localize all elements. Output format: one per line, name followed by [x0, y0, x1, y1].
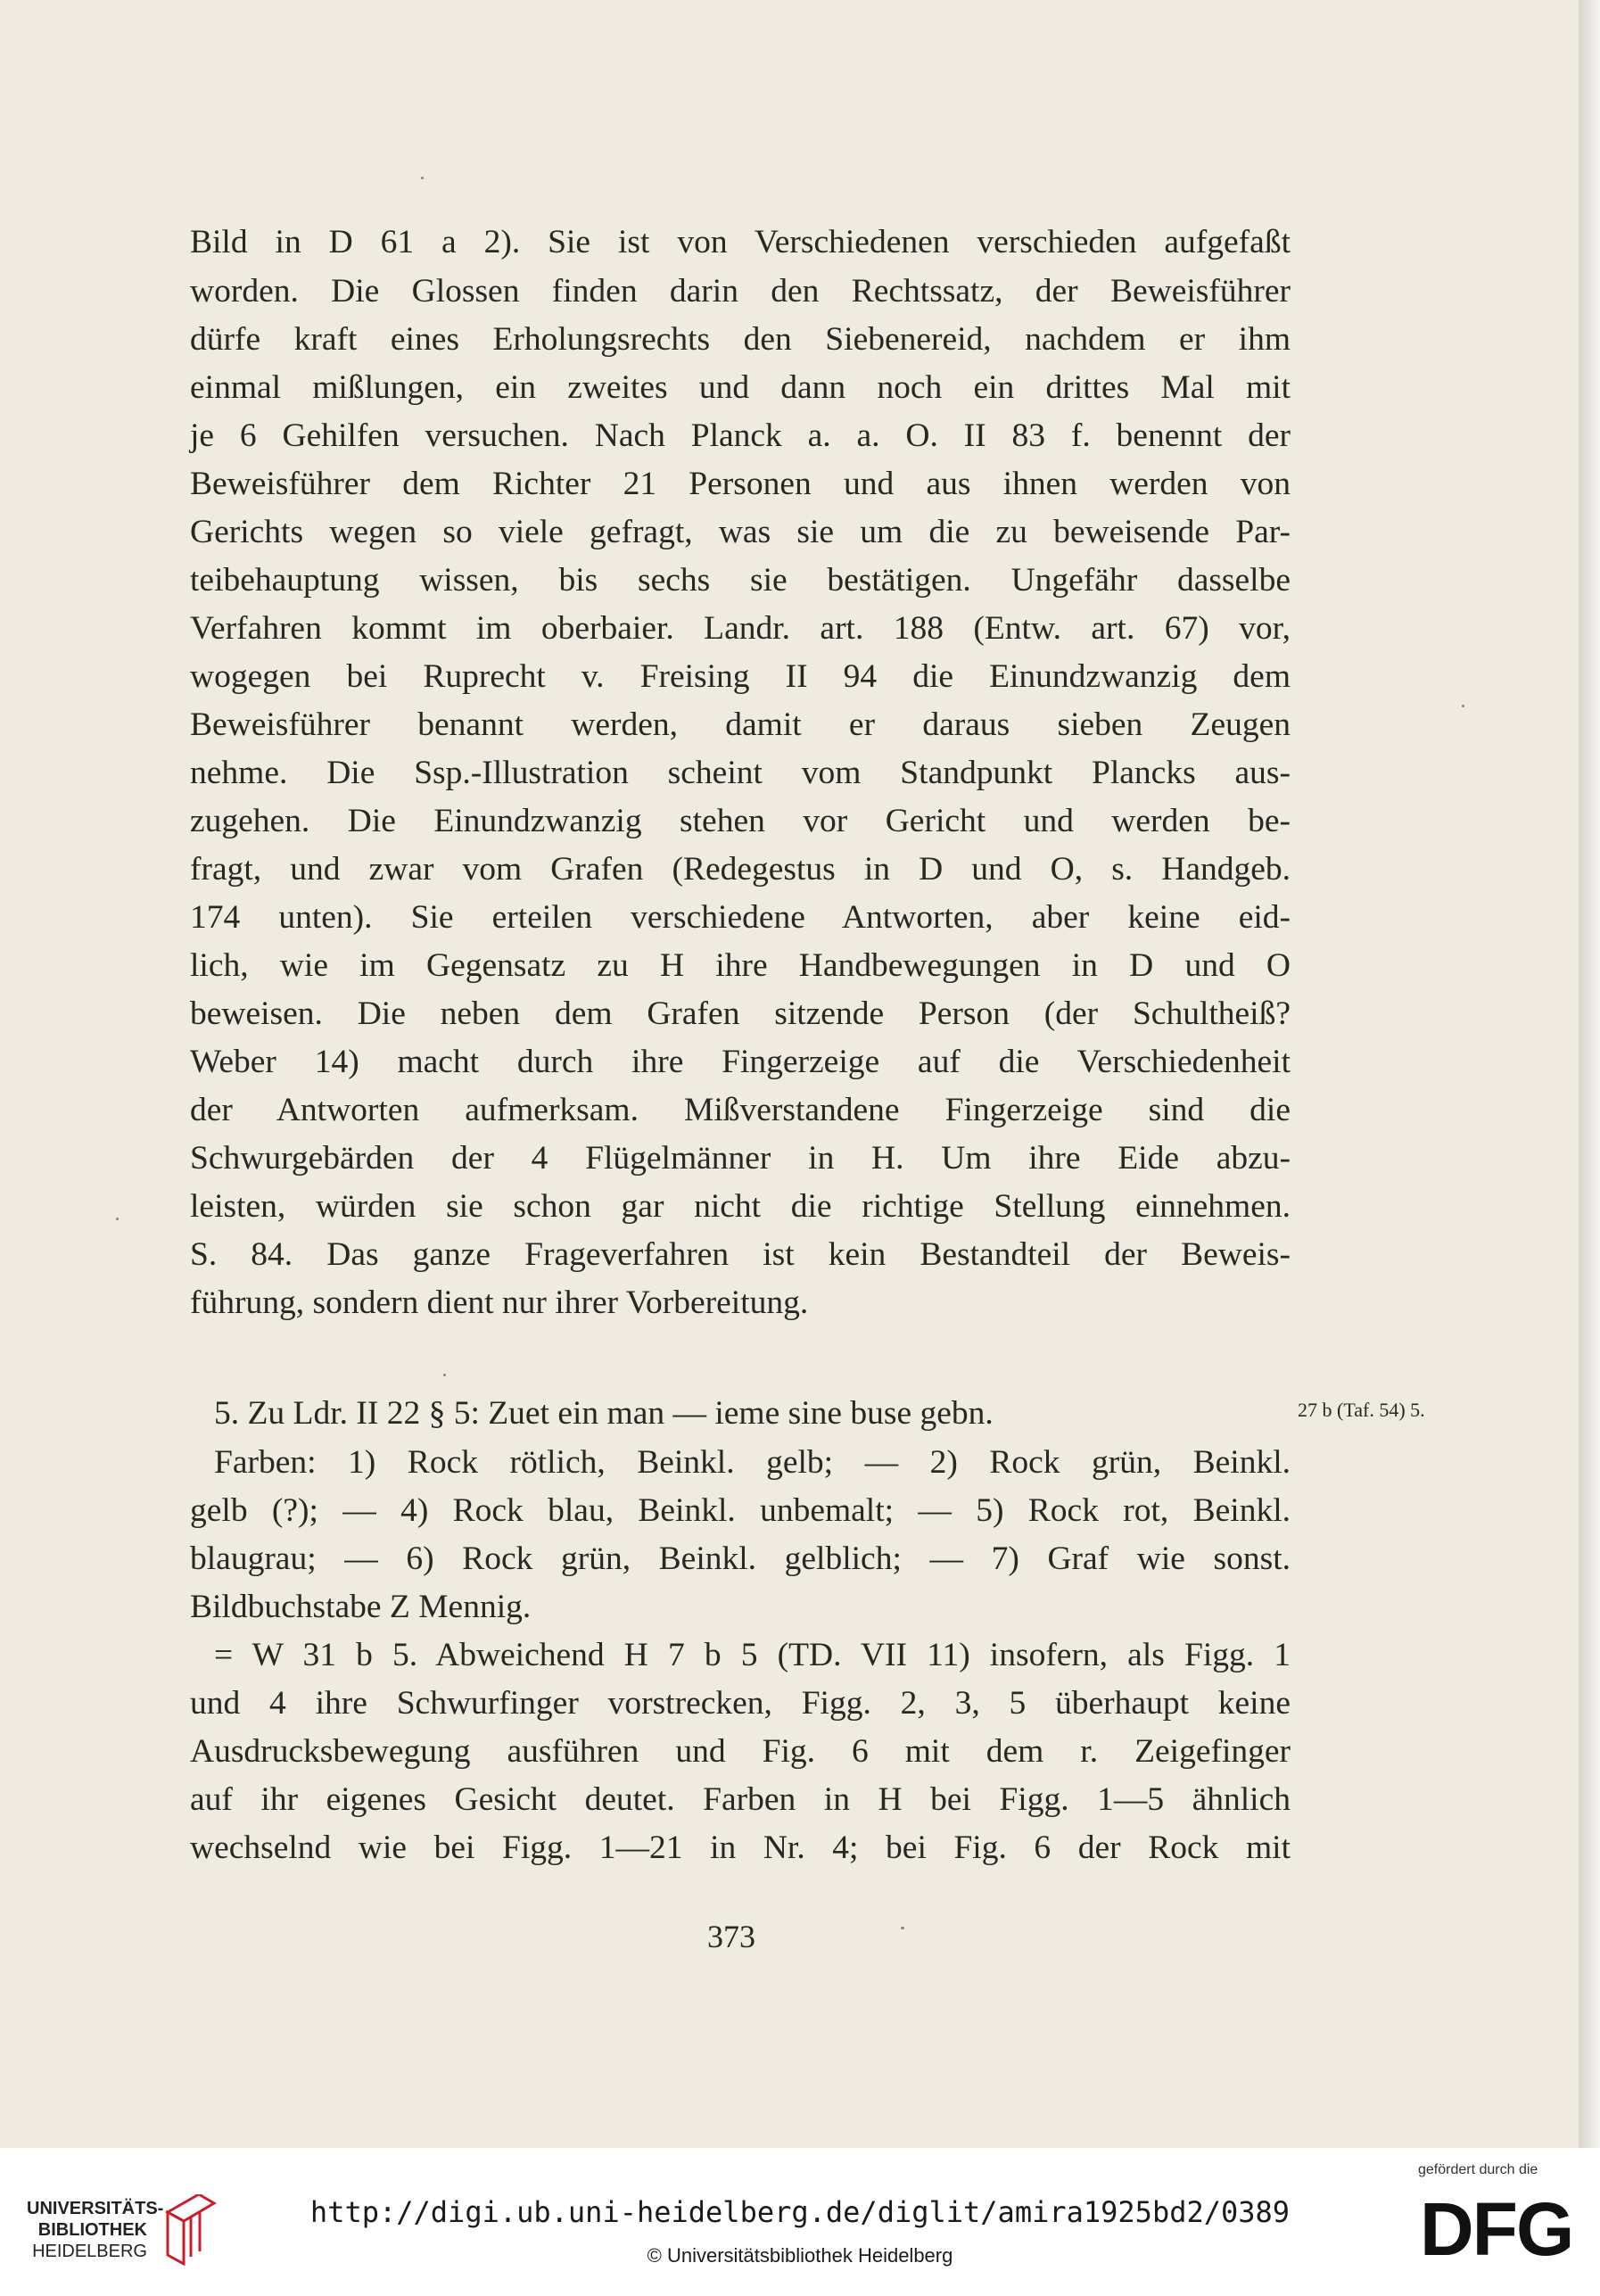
- scan-speck: [1462, 705, 1464, 707]
- text-line: wechselnd wie bei Figg. 1—21 in Nr. 4; bei Fig. 6 der Rock mit: [190, 1829, 1291, 1866]
- section-heading: 5. Zu Ldr. II 22 § 5: Zuet ein man — ieme sine buse gebn.: [214, 1395, 994, 1432]
- text-line: leisten, würden sie schon gar nicht die richtige Stellung einnehmen.: [190, 1188, 1291, 1225]
- footer-bar: [0, 2148, 1600, 2296]
- scan-speck: [116, 1218, 119, 1220]
- text-line: teibehauptung wissen, bis sechs sie bestätigen. Ungefähr dasselbe: [190, 562, 1291, 599]
- text-line: Gerichts wegen so viele gefragt, was sie um die zu beweisende Par-: [190, 514, 1291, 550]
- text-line: worden. Die Glossen finden darin den Rechtssatz, der Beweisführer: [190, 273, 1291, 310]
- library-name-line1: UNIVERSITÄTS-: [27, 2199, 164, 2218]
- text-line: wogegen bei Ruprecht v. Freising II 94 die Einundzwanzig dem: [190, 658, 1291, 695]
- text-line: Beweisführer dem Richter 21 Personen und aus ihnen werden von: [190, 466, 1291, 502]
- text-line: führung, sondern dient nur ihrer Vorbereitung.: [190, 1284, 809, 1321]
- text-line: dürfe kraft eines Erholungsrechts den Siebenereid, nachdem er ihm: [190, 321, 1291, 358]
- library-name-line2: BIBLIOTHEK: [37, 2220, 147, 2240]
- text-line: je 6 Gehilfen versuchen. Nach Planck a. a. O. II 83 f. benennt der: [190, 417, 1291, 454]
- library-name-line3: HEIDELBERG: [32, 2242, 147, 2261]
- dfg-caption: gefördert durch die: [1418, 2162, 1538, 2177]
- margin-note: 27 b (Taf. 54) 5.: [1298, 1399, 1425, 1421]
- text-line: lich, wie im Gegensatz zu H ihre Handbewegungen in D und O: [190, 947, 1291, 984]
- text-line: einmal mißlungen, ein zweites und dann noch ein drittes Mal mit: [190, 369, 1291, 406]
- text-line: nehme. Die Ssp.-Illustration scheint vom Standpunkt Plancks aus-: [190, 755, 1291, 791]
- text-line: der Antworten aufmerksam. Mißverstandene Fingerzeige sind die: [190, 1092, 1291, 1128]
- text-line: 174 unten). Sie erteilen verschiedene Antworten, aber keine eid-: [190, 899, 1291, 936]
- text-line: Schwurgebärden der 4 Flügelmänner in H. Um ihre Eide abzu-: [190, 1140, 1291, 1177]
- scan-speck: [421, 177, 424, 179]
- text-line: und 4 ihre Schwurfinger vorstrecken, Figg. 2, 3, 5 überhaupt keine: [190, 1685, 1291, 1722]
- text-line: Bild in D 61 a 2). Sie ist von Verschiedenen verschieden aufgefaßt: [190, 224, 1291, 260]
- text-line: Ausdrucksbewegung ausführen und Fig. 6 mit dem r. Zeigefinger: [190, 1733, 1291, 1770]
- text-line: = W 31 b 5. Abweichend H 7 b 5 (TD. VII 11) insofern, als Figg. 1: [214, 1637, 1291, 1673]
- text-line: Weber 14) macht durch ihre Fingerzeige auf die Verschiedenheit: [190, 1044, 1291, 1080]
- text-line: auf ihr eigenes Gesicht deutet. Farben in H bei Figg. 1—5 ähnlich: [190, 1781, 1291, 1818]
- text-line: Verfahren kommt im oberbaier. Landr. art. 188 (Entw. art. 67) vor,: [190, 610, 1291, 647]
- copyright-notice: © Universitätsbibliothek Heidelberg: [647, 2244, 953, 2267]
- text-line: blaugrau; — 6) Rock grün, Beinkl. gelblich; — 7) Graf wie sonst.: [190, 1540, 1291, 1577]
- text-line: Bildbuchstabe Z Mennig.: [190, 1589, 532, 1625]
- dfg-logo[interactable]: DFG: [1420, 2187, 1573, 2271]
- text-line: gelb (?); — 4) Rock blau, Beinkl. unbemalt; — 5) Rock rot, Beinkl.: [190, 1492, 1291, 1529]
- text-line: zugehen. Die Einundzwanzig stehen vor Gericht und werden be-: [190, 803, 1291, 839]
- text-line: Beweisführer benannt werden, damit er daraus sieben Zeugen: [190, 706, 1291, 743]
- text-line: beweisen. Die neben dem Grafen sitzende Person (der Schultheiß?: [190, 995, 1291, 1032]
- text-line: Farben: 1) Rock rötlich, Beinkl. gelb; — 2) Rock grün, Beinkl.: [214, 1444, 1291, 1481]
- scan-speck: [901, 1927, 904, 1929]
- text-line: fragt, und zwar vom Grafen (Redegestus in D und O, s. Handgeb.: [190, 851, 1291, 888]
- permalink-url[interactable]: http://digi.ub.uni-heidelberg.de/diglit/amira1925bd2/0389: [309, 2195, 1291, 2229]
- page-number: 373: [707, 1919, 755, 1954]
- page-edge: [1579, 0, 1600, 2148]
- text-line: S. 84. Das ganze Frageverfahren ist kein Bestandteil der Beweis-: [190, 1236, 1291, 1273]
- scan-speck: [443, 1374, 446, 1376]
